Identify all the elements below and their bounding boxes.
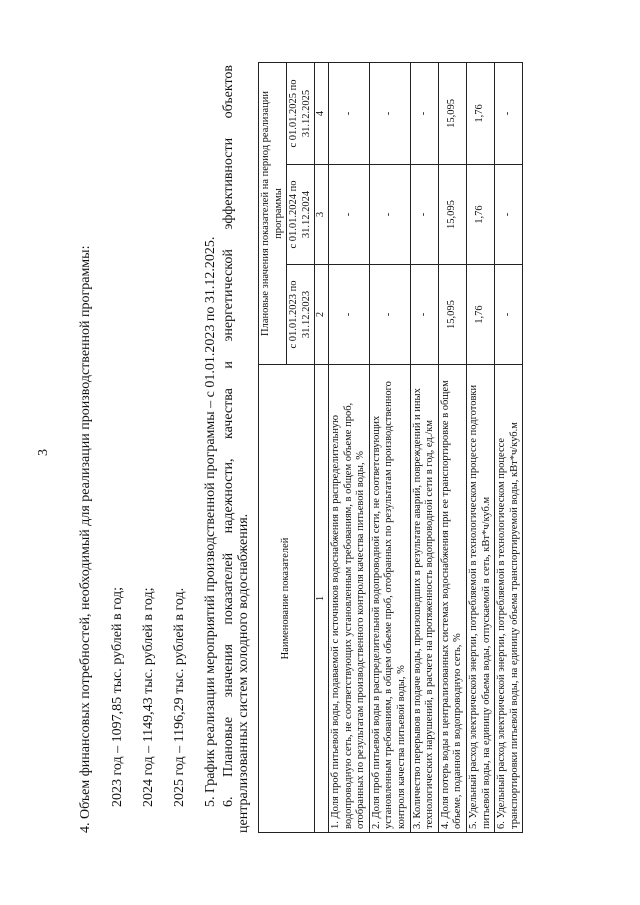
row-value: - xyxy=(369,62,410,164)
row-value: 15,095 xyxy=(438,165,466,265)
row-value: 15,095 xyxy=(438,265,466,365)
row-name: 4. Доля потерь воды в централизованных системах водоснабжения при ее транспортировке в общем объеме, поданной в водопроводную сеть, % xyxy=(438,365,466,833)
row-name: 6. Удельный расход электрической энергии, потребляемой в технологическом процессе транспортировки питьевой воды, на единицу объема транспортируемой воды, кВт*ч/куб.м xyxy=(495,365,523,833)
row-value: 1,76 xyxy=(466,265,494,365)
row-value: 1,76 xyxy=(466,62,494,164)
col-number: 1 xyxy=(315,365,329,833)
header-name: Наименование показателей xyxy=(259,365,315,833)
header-period-2024: с 01.01.2024 по 31.12.2024 xyxy=(287,165,315,265)
indicators-table-wrap xyxy=(258,63,523,833)
indicators-heading-line1: 6. Плановые значения показателей надежности, качества и энергетической эффективности объектов xyxy=(221,65,236,807)
row-value: - xyxy=(495,165,523,265)
row-value: 15,095 xyxy=(438,62,466,164)
row-value: 1,76 xyxy=(466,165,494,265)
row-name: 1. Доля проб питьевой воды, подаваемой с источников водоснабжения в распределительную водопроводную сеть, не соответствующих установленным требованиям, в общем объеме проб, отобранных по результатам производственного контроля качества питьевой воды, % xyxy=(328,365,369,833)
financing-2023: 2023 год – 1097,85 тыс. рублей в год; xyxy=(110,586,125,807)
row-value: - xyxy=(495,265,523,365)
row-value: - xyxy=(495,62,523,164)
indicators-heading-line2: централизованных систем холодного водоснабжения. xyxy=(236,513,251,833)
row-value: - xyxy=(328,62,369,164)
row-name: 5. Удельный расход электрической энергии, потребляемой в технологическом процессе подготовки питьевой воды, на единицу объема воды, отпускаемой в сеть, кВт*ч/куб.м xyxy=(466,365,494,833)
row-value: - xyxy=(410,165,438,265)
indicators-table xyxy=(258,62,523,833)
table-row xyxy=(466,62,494,832)
financing-2025: 2025 год – 1196,29 тыс. рублей в год. xyxy=(172,587,187,807)
financing-title: 4. Объем финансовых потребностей, необходимый для реализации производственной программы: xyxy=(78,245,93,833)
col-number: 3 xyxy=(315,165,329,265)
table-row xyxy=(410,62,438,832)
page-number: 3 xyxy=(36,449,51,456)
header-period-2023: с 01.01.2023 по 31.12.2023 xyxy=(287,265,315,365)
row-value: - xyxy=(328,265,369,365)
col-number: 2 xyxy=(315,265,329,365)
financing-2024: 2024 год – 1149,43 тыс. рублей в год; xyxy=(141,587,156,807)
row-value: - xyxy=(410,265,438,365)
table-row xyxy=(369,62,410,832)
schedule-line: 5. График реализации мероприятий производственной программы – с 01.01.2023 по 31.12.2025. xyxy=(203,236,218,807)
header-period-2025: с 01.01.2025 по 31.12.2025 xyxy=(287,62,315,164)
table-row xyxy=(328,62,369,832)
table-row xyxy=(495,62,523,832)
col-number: 4 xyxy=(315,62,329,164)
row-value: - xyxy=(369,165,410,265)
row-name: 3. Количество перерывов в подаче воды, произошедших в результате аварий, повреждений и иных технологических нарушений, в расчете на протяженность водопроводной сети в год, ед./км xyxy=(410,365,438,833)
row-value: - xyxy=(410,62,438,164)
row-value: - xyxy=(369,265,410,365)
table-row xyxy=(438,62,466,832)
row-value: - xyxy=(328,165,369,265)
header-group: Плановые значения показателей на период реализации программы xyxy=(259,62,287,364)
row-name: 2. Доля проб питьевой воды в распределительной водопроводной сети, не соответствующих установленным требованиям, в общем объеме проб, отобранных по результатам производственного контроля качества питьевой воды, % xyxy=(369,365,410,833)
